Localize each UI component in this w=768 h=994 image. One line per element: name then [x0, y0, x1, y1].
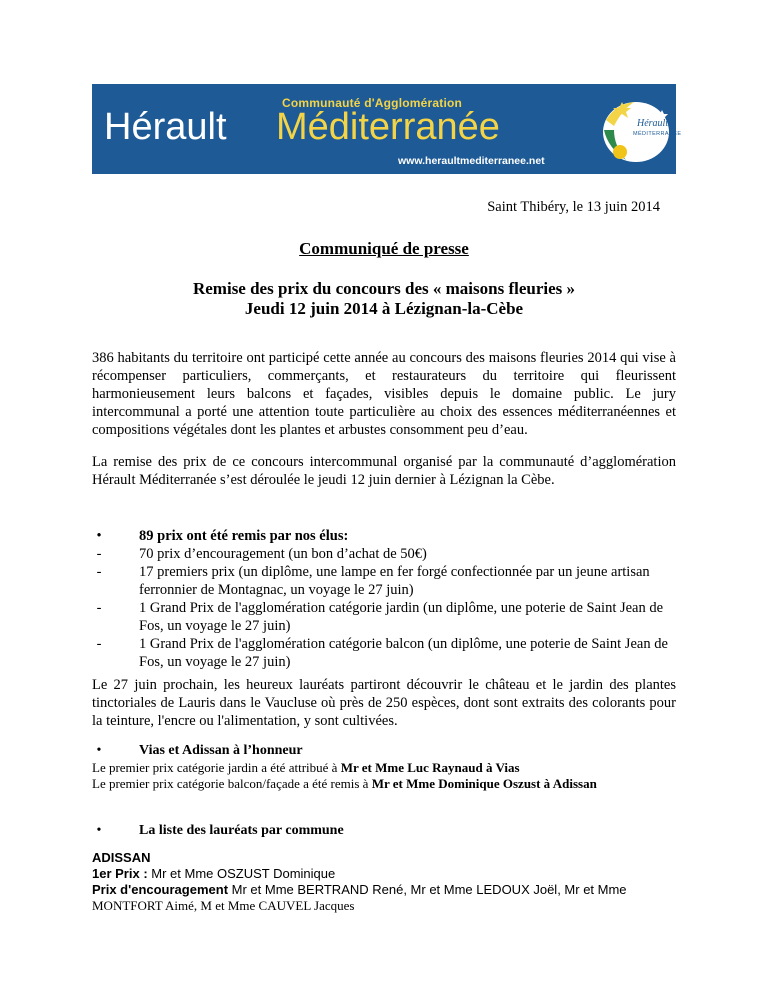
subtitle-line-1: Remise des prix du concours des « maisons fleuries » [192, 279, 576, 298]
honor-line-1-winner: Mr et Mme Luc Raynaud à Vias [340, 760, 520, 775]
prize-heading: 89 prix ont été remis par nos élus: [139, 528, 349, 544]
dash-marker: - [96, 564, 102, 580]
laureates-section [92, 822, 676, 840]
list-item [92, 822, 676, 840]
encouragement-line-cont: MONTFORT Aimé, M et Mme CAUVEL Jacques [92, 898, 355, 913]
banner-url: www.heraultmediterranee.net [398, 155, 545, 167]
laureates-heading: La liste des lauréats par commune [139, 823, 344, 838]
honor-line-1 [92, 760, 676, 776]
prize-item: 70 prix d’encouragement (un bon d’achat de 50€) [139, 546, 427, 562]
encouragement-label: Prix d'encouragement [92, 882, 229, 897]
first-prize-line [92, 866, 676, 882]
list-item [92, 545, 676, 563]
dash-marker: - [96, 546, 102, 562]
bullet-icon: • [96, 743, 102, 758]
honor-section [92, 742, 676, 792]
first-prize-label: 1er Prix : [92, 866, 148, 881]
banner-subtitle: Communauté d'Agglomération [282, 96, 463, 110]
prize-item: 17 premiers prix (un diplôme, une lampe en fer forgé confectionnée par un jeune artisan ferronnier de Montagnac, un voyage le 27 juin) [139, 564, 650, 598]
ceremony-paragraph: La remise des prix de ce concours intercommunal organisé par la communauté d’agglomération Hérault Méditerranée s’est déroulée le jeudi 12 juin dernier à Lézignan la Cèbe. [92, 454, 676, 488]
honor-line-1-text: Le premier prix catégorie jardin a été attribué à [92, 760, 341, 775]
logo-text: Hérault [637, 118, 669, 129]
prize-item: 1 Grand Prix de l'agglomération catégorie balcon (un diplôme, une poterie de Saint Jean de Fos, un voyage le 27 juin) [139, 636, 668, 670]
honor-heading: Vias et Adissan à l’honneur [139, 743, 303, 758]
encouragement-value: Mr et Mme BERTRAND René, Mr et Mme LEDOUX Joël, Mr et Mme [228, 882, 627, 897]
honor-line-2-winner: Mr et Mme Dominique Oszust à Adissan [371, 776, 597, 791]
commune-adissan [92, 850, 676, 914]
document-title: Communiqué de presse [299, 239, 469, 258]
banner-word-mediterranee: Méditerranée [276, 106, 500, 148]
prize-item: 1 Grand Prix de l'agglomération catégorie jardin (un diplôme, une poterie de Saint Jean de Fos, un voyage le 27 juin) [139, 600, 664, 634]
date-line: Saint Thibéry, le 13 juin 2014 [487, 199, 660, 215]
list-item [92, 527, 676, 545]
commune-name: ADISSAN [92, 850, 151, 865]
list-item [92, 635, 676, 671]
encouragement-line [92, 882, 676, 898]
dash-marker: - [96, 636, 102, 652]
trip-paragraph: Le 27 juin prochain, les heureux lauréats partiront découvrir le château et le jardin des plantes tinctoriales de Lauris dans le Vaucluse où près de 250 espèces, dont sont extraits des colorants pour la teinture, l'encre ou l'alimentation, y sont cultivées. [92, 677, 676, 729]
document-subtitle [0, 279, 768, 319]
intro-paragraph: 386 habitants du territoire ont participé cette année au concours des maisons fleuries 2014 qui vise à récompenser particuliers, commerçants, et restaurateurs du territoire qui fleurissent harmonieusement leurs balcons et façades, visibles depuis le domaine public. Le jury intercommunal a porté une attention toute particulière au choix des essences méditerranéennes et compositions végétales dont les plantes et arbustes consomment peu d’eau. [92, 350, 676, 438]
bullet-icon: • [96, 823, 102, 838]
prize-list [92, 527, 676, 671]
list-item [92, 599, 676, 635]
dash-marker: - [96, 600, 102, 616]
list-item [92, 742, 676, 760]
logo-subtext: MÉDITERRANÉE [633, 131, 682, 137]
banner-word-herault: Hérault [104, 106, 227, 148]
honor-line-2-text: Le premier prix catégorie balcon/façade a été remis à [92, 776, 372, 791]
header-banner [92, 84, 682, 174]
honor-line-2 [92, 776, 676, 792]
bullet-icon: • [96, 528, 102, 544]
list-item [92, 563, 676, 599]
first-prize-value: Mr et Mme OSZUST Dominique [147, 866, 336, 881]
agglomeration-logo-icon [592, 90, 674, 170]
subtitle-line-2: Jeudi 12 juin 2014 à Lézignan-la-Cèbe [244, 299, 524, 318]
